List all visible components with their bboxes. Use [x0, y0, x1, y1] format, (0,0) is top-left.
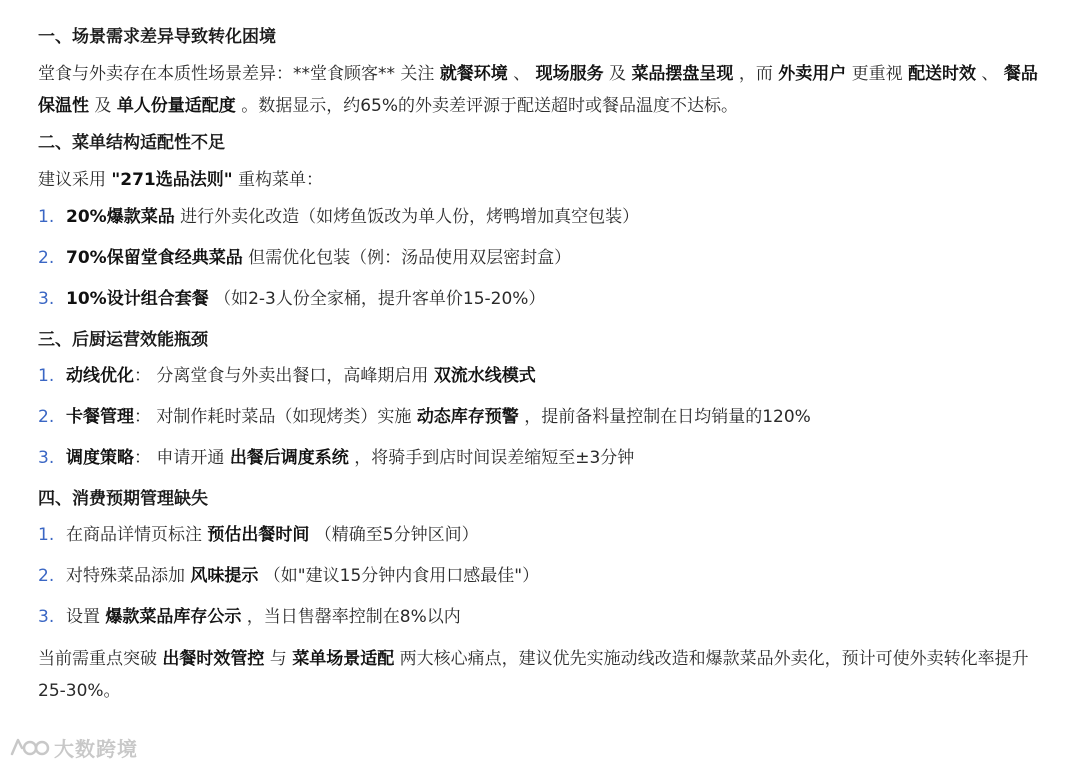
list-item-text — [66, 443, 634, 473]
emphasis-text: 外卖用户 — [778, 64, 847, 84]
list-number: 3. — [38, 289, 55, 309]
list-item-text — [66, 284, 545, 314]
text-run: ，而 — [733, 64, 779, 84]
emphasis-text: 餐品保温性 — [38, 64, 1038, 116]
text-run: ，提前备料量控制在日均销量的120% — [518, 407, 811, 427]
text-run: 当前需重点突破 — [38, 649, 163, 669]
list-item — [38, 402, 1048, 432]
list-item — [38, 443, 1048, 473]
section-1 — [38, 22, 1048, 122]
text-run: 及 — [89, 96, 117, 116]
emphasis-text: 出餐后调度系统 — [229, 448, 349, 468]
section-4 — [38, 484, 1048, 632]
emphasis-text: 现场服务 — [535, 64, 604, 84]
watermark-text: 大数跨境 — [54, 737, 138, 761]
watermark — [8, 733, 138, 762]
numbered-list — [38, 520, 1048, 632]
text-run: 建议采用 — [38, 170, 112, 190]
emphasis-text: 就餐环境 — [439, 64, 508, 84]
section-heading: 三、后厨运营效能瓶颈 — [38, 330, 208, 350]
text-run: ，将骑手到店时间误差缩短至±3分钟 — [348, 448, 635, 468]
text-run: 重构菜单： — [232, 170, 324, 190]
list-number: 3. — [38, 448, 55, 468]
text-run: 在商品详情页标注 — [66, 525, 208, 545]
emphasis-text: 预估出餐时间 — [207, 525, 310, 545]
section-3 — [38, 325, 1048, 473]
list-number: 1. — [38, 366, 55, 386]
text-run: 。数据显示，约65%的外卖差评源于配送超时或餐品温度不达标。 — [235, 96, 739, 116]
emphasis-text: 卡餐管理 — [66, 407, 134, 427]
text-run: 但需优化包装（例：汤品使用双层密封盒） — [242, 248, 572, 268]
list-item — [38, 202, 1048, 232]
text-run: 堂食与外卖存在本质性场景差异：**堂食顾客** 关注 — [38, 64, 440, 84]
text-run: 设置 — [66, 607, 106, 627]
text-run: 、 — [507, 64, 536, 84]
list-item — [38, 561, 1048, 591]
list-number: 1. — [38, 525, 55, 545]
list-item — [38, 361, 1048, 391]
text-run: 及 — [603, 64, 632, 84]
numbered-list — [38, 202, 1048, 314]
conclusion-paragraph — [38, 643, 1048, 707]
list-item-text — [66, 202, 639, 232]
list-item — [38, 243, 1048, 273]
text-run: （精确至5分钟区间） — [309, 525, 479, 545]
list-item — [38, 520, 1048, 550]
text-run: ： 申请开通 — [134, 448, 230, 468]
list-item-text — [66, 402, 811, 432]
emphasis-text: 菜品摆盘呈现 — [631, 64, 734, 84]
list-item-text — [66, 561, 539, 591]
section-paragraph — [38, 164, 1048, 196]
list-number: 3. — [38, 607, 55, 627]
text-run: 对特殊菜品添加 — [66, 566, 191, 586]
emphasis-text: 配送时效 — [908, 64, 977, 84]
text-run: ，当日售罄率控制在8%以内 — [241, 607, 461, 627]
section-heading: 一、场景需求差异导致转化困境 — [38, 27, 276, 47]
emphasis-text: 20%爆款菜品 — [66, 207, 175, 227]
numbered-list — [38, 361, 1048, 473]
emphasis-text: 10%设计组合套餐 — [66, 289, 209, 309]
emphasis-text: 动线优化 — [66, 366, 134, 386]
text-run: 更重视 — [846, 64, 909, 84]
document-body — [38, 22, 1048, 713]
list-number: 1. — [38, 207, 55, 227]
section-heading: 四、消费预期管理缺失 — [38, 489, 208, 509]
list-number: 2. — [38, 248, 55, 268]
text-run: 进行外卖化改造（如烤鱼饭改为单人份，烤鸭增加真空包装） — [174, 207, 640, 227]
emphasis-text: 70%保留堂食经典菜品 — [66, 248, 243, 268]
emphasis-text: "271选品法则" — [111, 170, 233, 190]
text-run: 与 — [264, 649, 293, 669]
emphasis-text: 动态库存预警 — [416, 407, 519, 427]
list-number: 2. — [38, 566, 55, 586]
text-run: 两大核心痛点，建议优先实施动线改造和爆款菜品外卖化，预计可使外卖转化率提升25-30%。 — [38, 649, 1029, 701]
emphasis-text: 调度策略 — [66, 448, 134, 468]
brand-logo-icon — [8, 736, 50, 760]
section-heading: 二、菜单结构适配性不足 — [38, 133, 225, 153]
emphasis-text: 出餐时效管控 — [162, 649, 265, 669]
emphasis-text: 风味提示 — [190, 566, 259, 586]
list-item-text — [66, 243, 571, 273]
section-paragraph — [38, 58, 1048, 122]
emphasis-text: 单人份量适配度 — [116, 96, 236, 116]
text-run: （如2-3人份全家桶，提升客单价15-20%） — [208, 289, 546, 309]
emphasis-text: 爆款菜品库存公示 — [105, 607, 242, 627]
text-run: ： 分离堂食与外卖出餐口，高峰期启用 — [134, 366, 434, 386]
text-run: 、 — [976, 64, 1004, 84]
emphasis-text: 菜单场景适配 — [292, 649, 395, 669]
list-item — [38, 602, 1048, 632]
list-number: 2. — [38, 407, 55, 427]
emphasis-text: 双流水线模式 — [433, 366, 536, 386]
list-item-text — [66, 602, 461, 632]
text-run: （如"建议15分钟内食用口感最佳"） — [258, 566, 540, 586]
list-item — [38, 284, 1048, 314]
list-item-text — [66, 520, 479, 550]
list-item-text — [66, 361, 536, 391]
text-run: ： 对制作耗时菜品（如现烤类）实施 — [134, 407, 417, 427]
section-2 — [38, 128, 1048, 314]
